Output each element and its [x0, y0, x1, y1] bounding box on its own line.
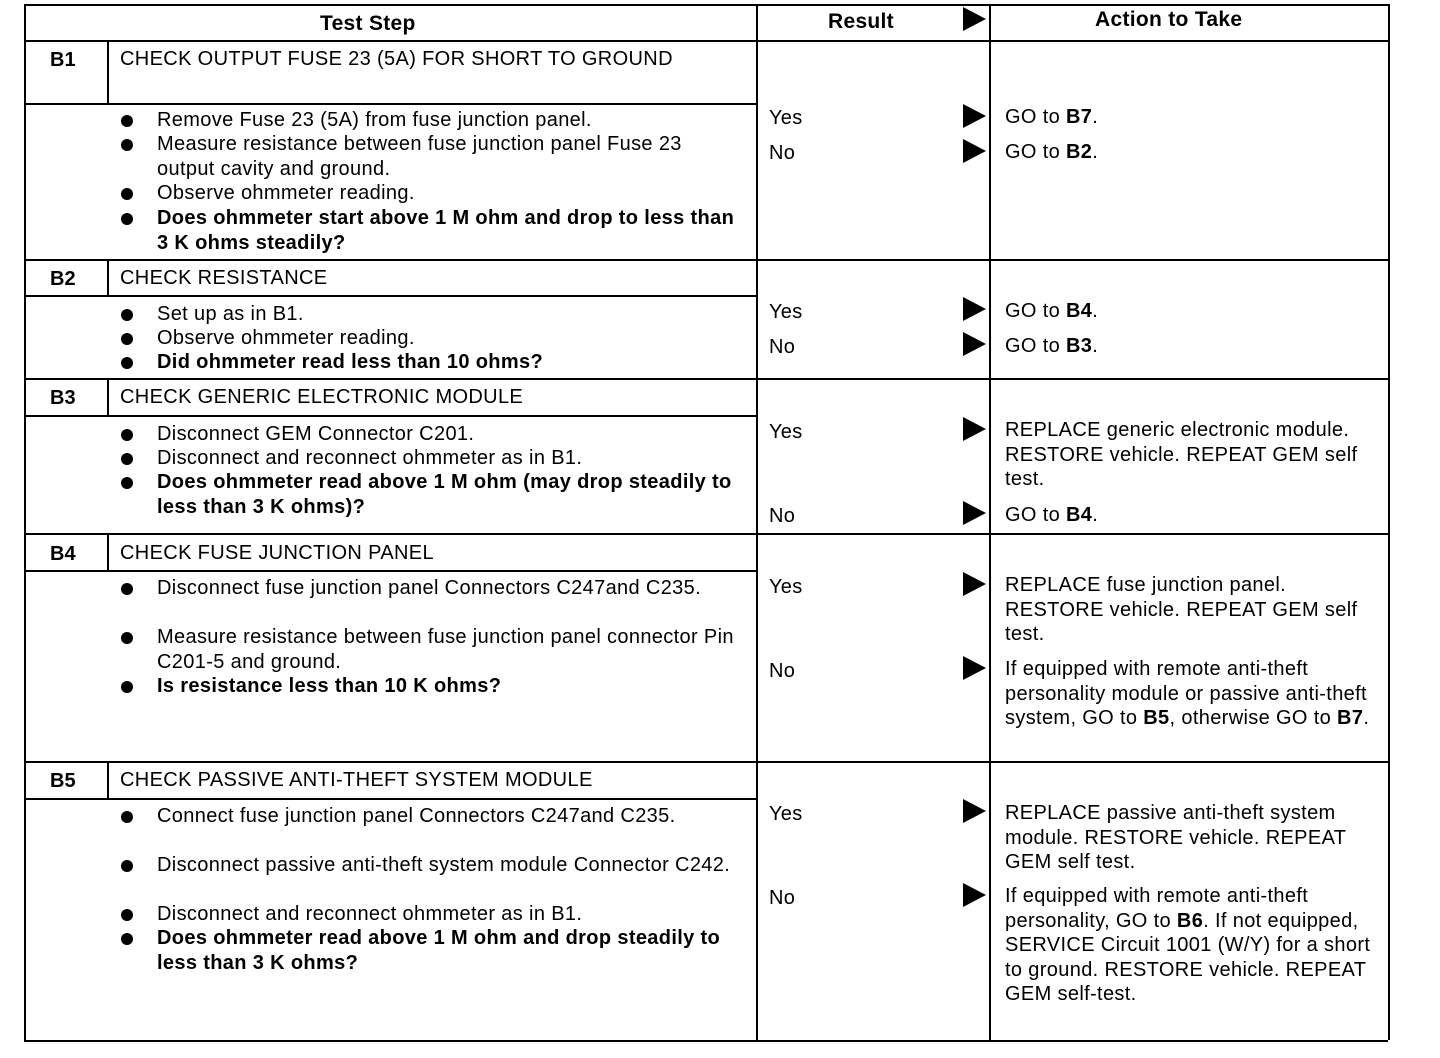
instruction-text: Measure resistance between fuse junction panel Fuse 23 output cavity and ground.	[157, 133, 682, 180]
arrow-icon	[963, 572, 986, 596]
header-action: Action to Take	[1095, 8, 1243, 31]
result-b1-no: No	[769, 142, 796, 164]
step-title-underline-b2	[24, 295, 756, 297]
bullet-icon	[121, 933, 133, 945]
result-b4-yes: Yes	[769, 576, 803, 598]
bullet-icon	[121, 357, 133, 369]
instruction-text: Observe ohmmeter reading.	[157, 327, 415, 349]
step-id-b2: B2	[50, 268, 76, 290]
step-instruction-b1-3	[118, 181, 738, 206]
action-b4-yes: REPLACE fuse junction panel. RESTORE vehicle. REPEAT GEM self test.	[1005, 574, 1358, 645]
header-arrow-icon	[963, 7, 986, 31]
step-id-b1: B1	[50, 49, 76, 71]
step-id-divider-b4	[107, 533, 109, 570]
step-id-divider-b5	[107, 761, 109, 798]
step-reference: B7	[1337, 707, 1364, 729]
bullet-icon	[121, 188, 133, 200]
result-b5-no: No	[769, 887, 796, 909]
step-id-divider-b1	[107, 40, 109, 103]
instruction-text: Disconnect GEM Connector C201.	[157, 423, 475, 445]
bullet-icon	[121, 429, 133, 441]
step-reference: B4	[1066, 300, 1093, 322]
table-border-left	[24, 4, 26, 1040]
step-reference: B7	[1066, 106, 1093, 128]
bullet-icon	[121, 681, 133, 693]
step-instruction-b5-2	[118, 853, 738, 878]
result-b3-yes: Yes	[769, 421, 803, 443]
arrow-icon	[963, 139, 986, 163]
section-divider-b5	[24, 761, 1388, 763]
step-title-b2: CHECK RESISTANCE	[120, 267, 328, 289]
arrow-icon	[963, 297, 986, 321]
step-title-underline-b5	[24, 798, 756, 800]
action-b3-no: GO to B4.	[1005, 504, 1099, 526]
step-title-b5: CHECK PASSIVE ANTI-THEFT SYSTEM MODULE	[120, 769, 593, 791]
step-reference: B2	[1066, 141, 1093, 163]
header-divider	[24, 40, 1388, 42]
result-b3-no: No	[769, 505, 796, 527]
bullet-icon	[121, 477, 133, 489]
section-divider-b2	[24, 259, 1388, 261]
step-instruction-b5-1	[118, 804, 738, 829]
step-title-underline-b1	[24, 103, 756, 105]
step-id-b3: B3	[50, 387, 76, 409]
action-b2-no: GO to B3.	[1005, 335, 1099, 357]
step-instruction-b3-3	[118, 470, 738, 519]
table-border-top	[24, 4, 1388, 6]
arrow-icon	[963, 656, 986, 680]
instruction-text: Does ohmmeter read above 1 M ohm and drop steadily to less than 3 K ohms?	[157, 927, 721, 974]
step-instruction-b2-3	[118, 350, 738, 375]
instruction-text: Does ohmmeter start above 1 M ohm and drop to less than 3 K ohms steadily?	[157, 207, 735, 254]
step-title-b3: CHECK GENERIC ELECTRONIC MODULE	[120, 386, 524, 408]
step-id-b5: B5	[50, 770, 76, 792]
action-b1-no: GO to B2.	[1005, 141, 1099, 163]
arrow-icon	[963, 104, 986, 128]
instruction-text: Set up as in B1.	[157, 303, 304, 325]
bullet-icon	[121, 453, 133, 465]
instruction-text: Disconnect and reconnect ohmmeter as in B1.	[157, 447, 583, 469]
bullet-icon	[121, 811, 133, 823]
result-b5-yes: Yes	[769, 803, 803, 825]
step-title-underline-b3	[24, 415, 756, 417]
bullet-icon	[121, 333, 133, 345]
step-id-divider-b2	[107, 259, 109, 295]
bullet-icon	[121, 860, 133, 872]
arrow-icon	[963, 332, 986, 356]
instruction-text: Disconnect passive anti-theft system module Connector C242.	[157, 854, 731, 876]
step-reference: B4	[1066, 504, 1093, 526]
instruction-text: Is resistance less than 10 K ohms?	[157, 675, 502, 697]
step-instruction-b3-1	[118, 422, 738, 447]
step-instruction-b4-1	[118, 576, 738, 601]
instruction-text: Disconnect and reconnect ohmmeter as in B1.	[157, 903, 583, 925]
header-test-step: Test Step	[320, 12, 416, 35]
bullet-icon	[121, 309, 133, 321]
result-b1-yes: Yes	[769, 107, 803, 129]
table-border-right	[1388, 4, 1390, 1040]
action-column-divider	[989, 4, 991, 1040]
bullet-icon	[121, 583, 133, 595]
arrow-icon	[963, 417, 986, 441]
bullet-icon	[121, 909, 133, 921]
step-instruction-b1-4	[118, 206, 738, 255]
arrow-icon	[963, 883, 986, 907]
step-reference: B3	[1066, 335, 1093, 357]
instruction-text: Did ohmmeter read less than 10 ohms?	[157, 351, 544, 373]
action-b4-no: If equipped with remote anti-theft personality module or passive anti-theft system, GO to B5, otherwise GO to B7.	[1005, 658, 1370, 729]
instruction-text: Observe ohmmeter reading.	[157, 182, 415, 204]
step-instruction-b1-1	[118, 108, 738, 133]
instruction-text: Connect fuse junction panel Connectors C247and C235.	[157, 805, 676, 827]
step-instruction-b5-4	[118, 926, 738, 975]
result-b2-no: No	[769, 336, 796, 358]
step-instruction-b1-2	[118, 132, 738, 181]
step-id-divider-b3	[107, 378, 109, 415]
step-reference: B5	[1143, 707, 1170, 729]
step-title-underline-b4	[24, 570, 756, 572]
section-divider-b3	[24, 378, 1388, 380]
action-b5-no: If equipped with remote anti-theft personality, GO to B6. If not equipped, SERVICE Circuit 1001 (W/Y) for a short to ground. RESTORE vehicle. REPEAT GEM self-test.	[1005, 885, 1371, 1005]
action-b2-yes: GO to B4.	[1005, 300, 1099, 322]
bullet-icon	[121, 139, 133, 151]
bullet-icon	[121, 632, 133, 644]
arrow-icon	[963, 501, 986, 525]
table-border-bottom	[24, 1040, 1388, 1042]
step-instruction-b2-1	[118, 302, 738, 327]
instruction-text: Does ohmmeter read above 1 M ohm (may drop steadily to less than 3 K ohms)?	[157, 471, 732, 518]
section-divider-b4	[24, 533, 1388, 535]
result-b4-no: No	[769, 660, 796, 682]
step-reference: B6	[1176, 909, 1204, 932]
step-instruction-b5-3	[118, 902, 738, 927]
bullet-icon	[121, 115, 133, 127]
step-title-b1: CHECK OUTPUT FUSE 23 (5A) FOR SHORT TO GROUND	[120, 48, 673, 70]
arrow-icon	[963, 799, 986, 823]
instruction-text: Remove Fuse 23 (5A) from fuse junction panel.	[157, 109, 592, 131]
step-title-b4: CHECK FUSE JUNCTION PANEL	[120, 542, 434, 564]
result-column-divider	[756, 4, 758, 1040]
instruction-text: Disconnect fuse junction panel Connectors C247and C235.	[157, 577, 702, 599]
step-instruction-b2-2	[118, 326, 738, 351]
instruction-text: Measure resistance between fuse junction panel connector Pin C201-5 and ground.	[157, 626, 734, 673]
step-instruction-b4-3	[118, 674, 738, 699]
bullet-icon	[121, 213, 133, 225]
action-b5-yes: REPLACE passive anti-theft system module. RESTORE vehicle. REPEAT GEM self test.	[1005, 802, 1346, 873]
step-instruction-b4-2	[118, 625, 738, 674]
action-b1-yes: GO to B7.	[1005, 106, 1099, 128]
result-b2-yes: Yes	[769, 301, 803, 323]
step-instruction-b3-2	[118, 446, 738, 471]
action-b3-yes: REPLACE generic electronic module. RESTORE vehicle. REPEAT GEM self test.	[1005, 419, 1358, 490]
step-id-b4: B4	[50, 543, 76, 565]
header-result: Result	[828, 10, 894, 33]
